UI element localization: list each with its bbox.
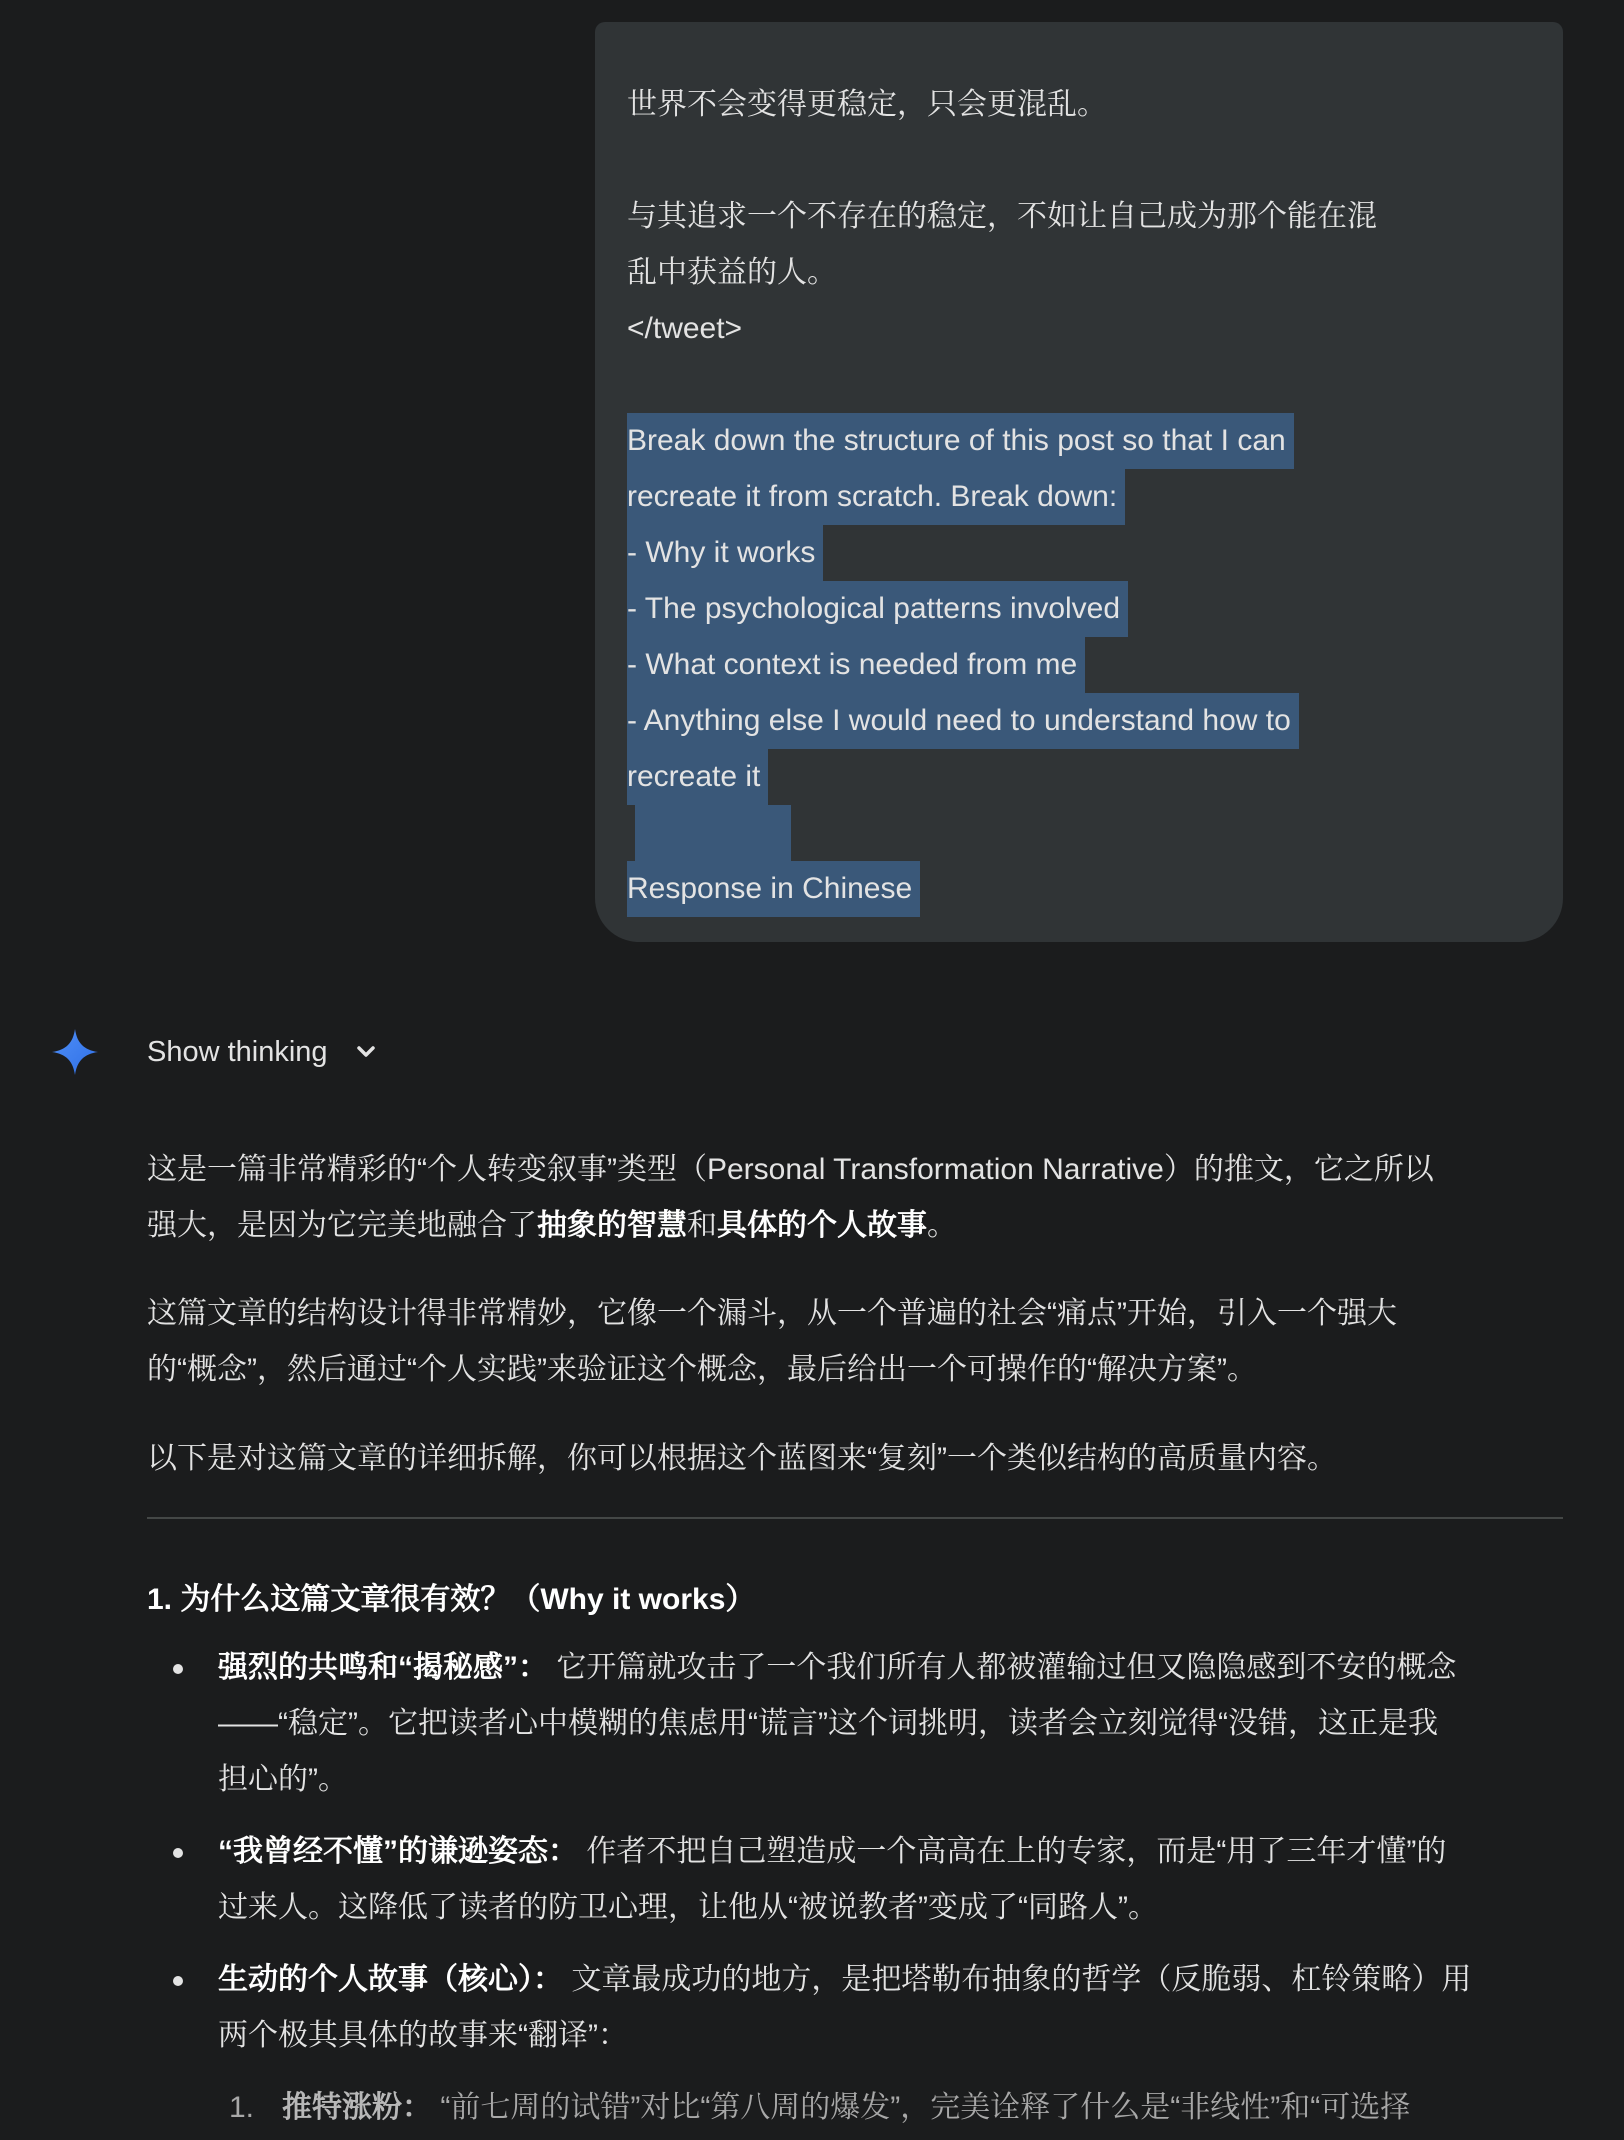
message-line — [627, 581, 1377, 637]
selected-text[interactable]: - Why it works — [627, 525, 823, 581]
text: 过来人。这降低了读者的防卫心理，让他从“被说教者”变成了“同路人”。 — [218, 1891, 1158, 1924]
text: 和 — [687, 1209, 717, 1242]
selected-text[interactable]: Break down the structure of this post so that I can — [627, 413, 1294, 469]
text-line — [218, 2008, 1471, 2064]
show-thinking-label: Show thinking — [147, 1036, 328, 1068]
text: 这是一篇非常精彩的“个人转变叙事”类型（Personal Transformation Narrative）的推文，它之所以 — [147, 1153, 1434, 1186]
response-paragraph — [147, 1286, 1563, 1398]
bold-text: 抽象的智慧 — [537, 1209, 687, 1242]
bold-text: 强烈的共鸣和“揭秘感”： — [218, 1651, 548, 1684]
text: 它开篇就攻击了一个我们所有人都被灌输过但又隐隐感到不安的概念 — [548, 1651, 1457, 1684]
selected-text[interactable]: Response in Chinese — [627, 861, 920, 917]
message-line: </tweet> — [627, 312, 743, 345]
show-thinking-toggle[interactable] — [50, 1028, 328, 1076]
section-divider — [147, 1517, 1563, 1519]
text-line — [147, 1342, 1563, 1398]
bold-text: 生动的个人故事（核心）： — [218, 1963, 563, 1996]
text-line — [218, 1696, 1456, 1752]
selected-text[interactable]: recreate it from scratch. Break down: — [627, 469, 1125, 525]
message-line: 乱中获益的人。 — [627, 256, 837, 289]
message-line: 与其追求一个不存在的稳定，不如让自己成为那个能在混 — [627, 200, 1377, 233]
list-number: 1. — [229, 2091, 255, 2124]
message-line — [627, 637, 1377, 693]
chevron-down-icon[interactable] — [352, 1038, 380, 1066]
message-line — [627, 693, 1377, 749]
text-line — [218, 1952, 1471, 2008]
message-line — [627, 805, 1377, 861]
bold-text: “我曾经不懂”的谦逊姿态： — [218, 1835, 578, 1868]
message-line: 世界不会变得更稳定，只会更混乱。 — [627, 88, 1107, 121]
text: 两个极其具体的故事来“翻译”： — [218, 2019, 628, 2052]
selected-text[interactable]: - The psychological patterns involved — [627, 581, 1128, 637]
text: 这篇文章的结构设计得非常精妙，它像一个漏斗，从一个普遍的社会“痛点”开始，引入一个强大 — [147, 1297, 1397, 1330]
text-line — [218, 1640, 1456, 1696]
message-line — [627, 413, 1377, 469]
message-line — [627, 133, 1377, 189]
user-message-bubble — [595, 22, 1563, 942]
bullet-dot — [173, 1848, 183, 1858]
text-line — [218, 1880, 1446, 1936]
text: 担心的”。 — [218, 1763, 348, 1796]
message-line — [627, 357, 1377, 413]
text-line — [282, 2080, 1410, 2136]
response-paragraph — [147, 1431, 1563, 1487]
message-line — [627, 861, 1377, 917]
bullet-text — [218, 1640, 1456, 1808]
bullet-dot — [173, 1976, 183, 1986]
gemini-sparkle-icon — [50, 1027, 100, 1077]
text-line — [218, 1752, 1456, 1808]
text: 强大，是因为它完美地融合了 — [147, 1209, 537, 1242]
message-line — [627, 749, 1377, 805]
text-line — [147, 1286, 1563, 1342]
message-line — [627, 525, 1377, 581]
text: 文章最成功的地方，是把塔勒布抽象的哲学（反脆弱、杠铃策略）用 — [563, 1963, 1472, 1996]
bullet-dot — [173, 1664, 183, 1674]
bullet-text — [218, 1952, 1471, 2064]
text: 以下是对这篇文章的详细拆解，你可以根据这个蓝图来“复刻”一个类似结构的高质量内容。 — [147, 1442, 1337, 1475]
response-paragraph — [147, 1142, 1563, 1254]
text: “前七周的试错”对比“第八周的爆发”，完美诠释了什么是“非线性”和“可选择 — [432, 2091, 1411, 2124]
selected-text[interactable]: - What context is needed from me — [627, 637, 1085, 693]
text: ——“稳定”。它把读者心中模糊的焦虑用“谎言”这个词挑明，读者会立刻觉得“没错，这正是我 — [218, 1707, 1438, 1740]
user-message-text — [627, 77, 1377, 917]
text-line — [147, 1198, 1563, 1254]
text: 的“概念”，然后通过“个人实践”来验证这个概念，最后给出一个可操作的“解决方案”。 — [147, 1353, 1257, 1386]
bold-text: 具体的个人故事 — [717, 1209, 927, 1242]
text-line — [218, 1824, 1446, 1880]
bullet-text — [218, 1824, 1446, 1936]
selected-text[interactable]: recreate it — [627, 749, 768, 805]
bold-text: 推特涨粉： — [282, 2091, 432, 2124]
text: 作者不把自己塑造成一个高高在上的专家，而是“用了三年才懂”的 — [578, 1835, 1447, 1868]
text: 。 — [927, 1209, 957, 1242]
text-line — [147, 1142, 1563, 1198]
text-line — [147, 1431, 1563, 1487]
selected-text[interactable] — [635, 805, 791, 861]
section-heading: 1. 为什么这篇文章很有效？（Why it works） — [147, 1583, 756, 1616]
message-line — [627, 469, 1377, 525]
numbered-item-text — [282, 2080, 1410, 2136]
selected-text[interactable]: - Anything else I would need to understand how to — [627, 693, 1299, 749]
